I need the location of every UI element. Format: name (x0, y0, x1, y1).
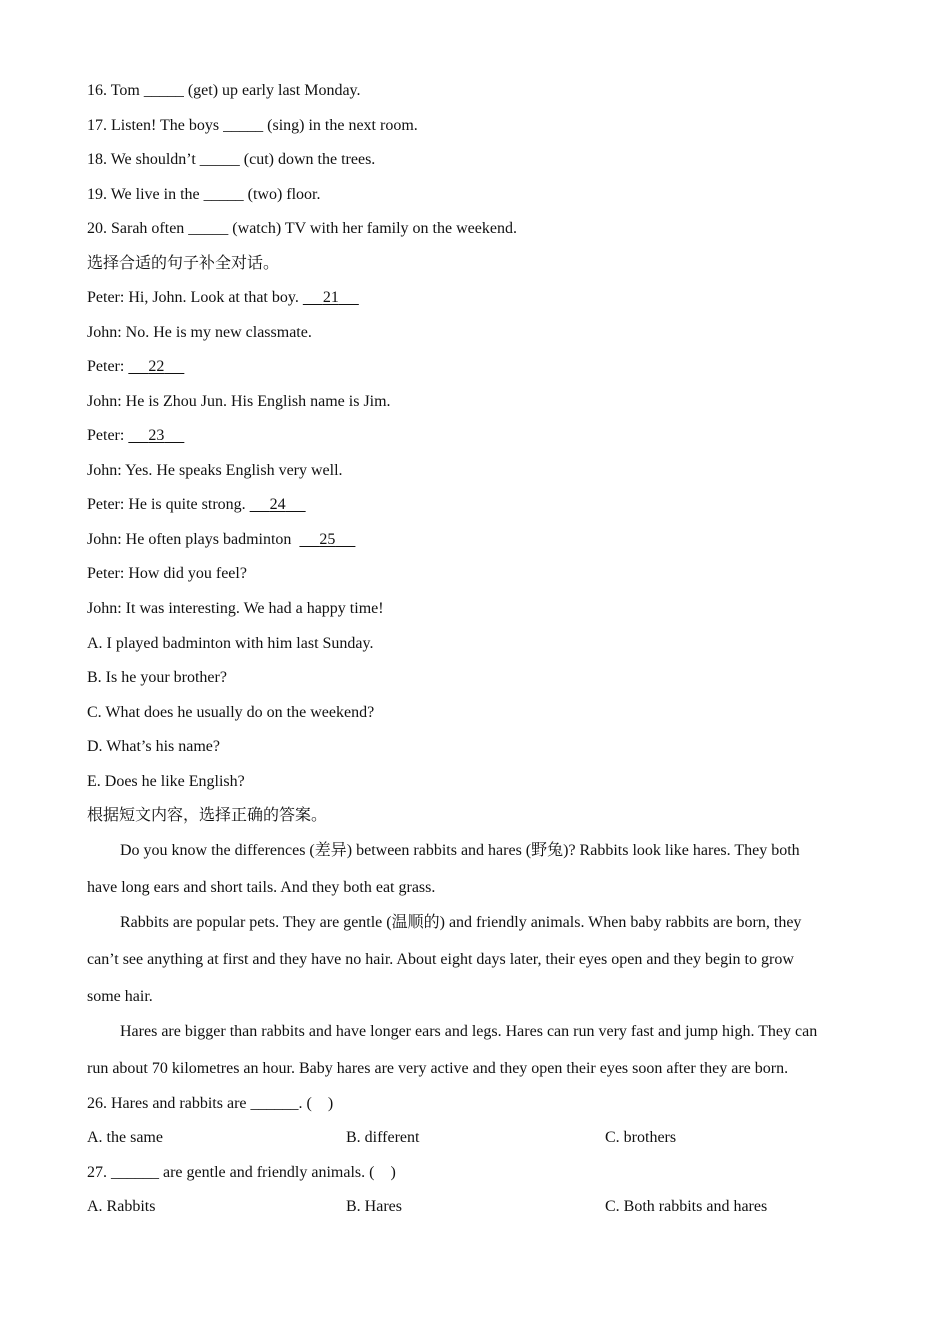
dialogue-text: Peter: How did you feel? (87, 565, 247, 582)
dialogue-option-b: B. Is he your brother? (87, 669, 227, 686)
passage-line: Do you know the differences (差异) between rabbits and hares (野兔)? Rabbits look like hares. They both (120, 842, 800, 859)
dialogue-line (87, 357, 184, 377)
dialogue-text: John: He is Zhou Jun. His English name is Jim. (87, 393, 391, 410)
question-27-option-a: A. Rabbits (87, 1198, 156, 1215)
dialogue-option-a: A. I played badminton with him last Sunday. (87, 635, 374, 652)
question-27-option-b: B. Hares (346, 1198, 402, 1215)
fill-in-item-19: 19. We live in the _____ (two) floor. (87, 186, 321, 203)
blank-number: 21 (322, 289, 339, 306)
question-27-option-c: C. Both rabbits and hares (605, 1198, 768, 1215)
dialogue-text: Peter: He is quite strong. (87, 496, 250, 513)
dialogue-text: Peter: (87, 427, 129, 444)
dialogue-instruction: 选择合适的句子补全对话。 (87, 255, 280, 272)
passage-line: can’t see anything at first and they have no hair. About eight days later, their eyes open and they begin to grow (87, 951, 794, 968)
dialogue-line (87, 564, 247, 584)
dialogue-line (87, 392, 391, 412)
blank-number: 22 (148, 358, 165, 375)
passage-line: run about 70 kilometres an hour. Baby hares are very active and they open their eyes soon after they are born. (87, 1060, 789, 1077)
dialogue-line (87, 288, 359, 308)
fill-in-item-20: 20. Sarah often _____ (watch) TV with her family on the weekend. (87, 220, 517, 237)
dialogue-blank-25 (299, 531, 355, 548)
blank-number: 23 (148, 427, 165, 444)
passage-line: some hair. (87, 988, 153, 1005)
dialogue-text: Peter: (87, 358, 129, 375)
dialogue-line (87, 461, 343, 481)
dialogue-line (87, 599, 384, 619)
dialogue-text: John: Yes. He speaks English very well. (87, 462, 343, 479)
dialogue-line (87, 426, 184, 446)
question-26-option-b: B. different (346, 1129, 420, 1146)
dialogue-line (87, 530, 355, 550)
blank-number: 25 (319, 531, 336, 548)
question-26-option-c: C. brothers (605, 1129, 677, 1146)
dialogue-blank-24 (250, 496, 306, 513)
dialogue-text: John: He often plays badminton (87, 531, 300, 548)
fill-in-item-16: 16. Tom _____ (get) up early last Monday. (87, 82, 361, 99)
dialogue-blank-23 (128, 427, 184, 444)
passage-line: Hares are bigger than rabbits and have longer ears and legs. Hares can run very fast and jump high. They can (120, 1023, 818, 1040)
dialogue-blank-21 (303, 289, 359, 306)
fill-in-item-17: 17. Listen! The boys _____ (sing) in the next room. (87, 117, 418, 134)
blank-number: 24 (269, 496, 286, 513)
question-26-stem: 26. Hares and rabbits are ______. ( ) (87, 1095, 334, 1112)
dialogue-option-d: D. What’s his name? (87, 738, 221, 755)
dialogue-text: John: It was interesting. We had a happy time! (87, 600, 384, 617)
dialogue-blank-22 (128, 358, 184, 375)
passage-line: Rabbits are popular pets. They are gentle (温顺的) and friendly animals. When baby rabbits are born, they (120, 914, 802, 931)
reading-instruction: 根据短文内容，选择正确的答案。 (87, 807, 328, 824)
dialogue-text: John: No. He is my new classmate. (87, 324, 312, 341)
fill-in-item-18: 18. We shouldn’t _____ (cut) down the trees. (87, 151, 376, 168)
dialogue-option-e: E. Does he like English? (87, 773, 245, 790)
question-26-option-a: A. the same (87, 1129, 163, 1146)
dialogue-line (87, 323, 312, 343)
question-27-stem: 27. ______ are gentle and friendly animals. ( ) (87, 1164, 396, 1181)
dialogue-line (87, 495, 306, 515)
passage-line: have long ears and short tails. And they both eat grass. (87, 879, 436, 896)
dialogue-text: Peter: Hi, John. Look at that boy. (87, 289, 303, 306)
dialogue-option-c: C. What does he usually do on the weekend? (87, 704, 375, 721)
